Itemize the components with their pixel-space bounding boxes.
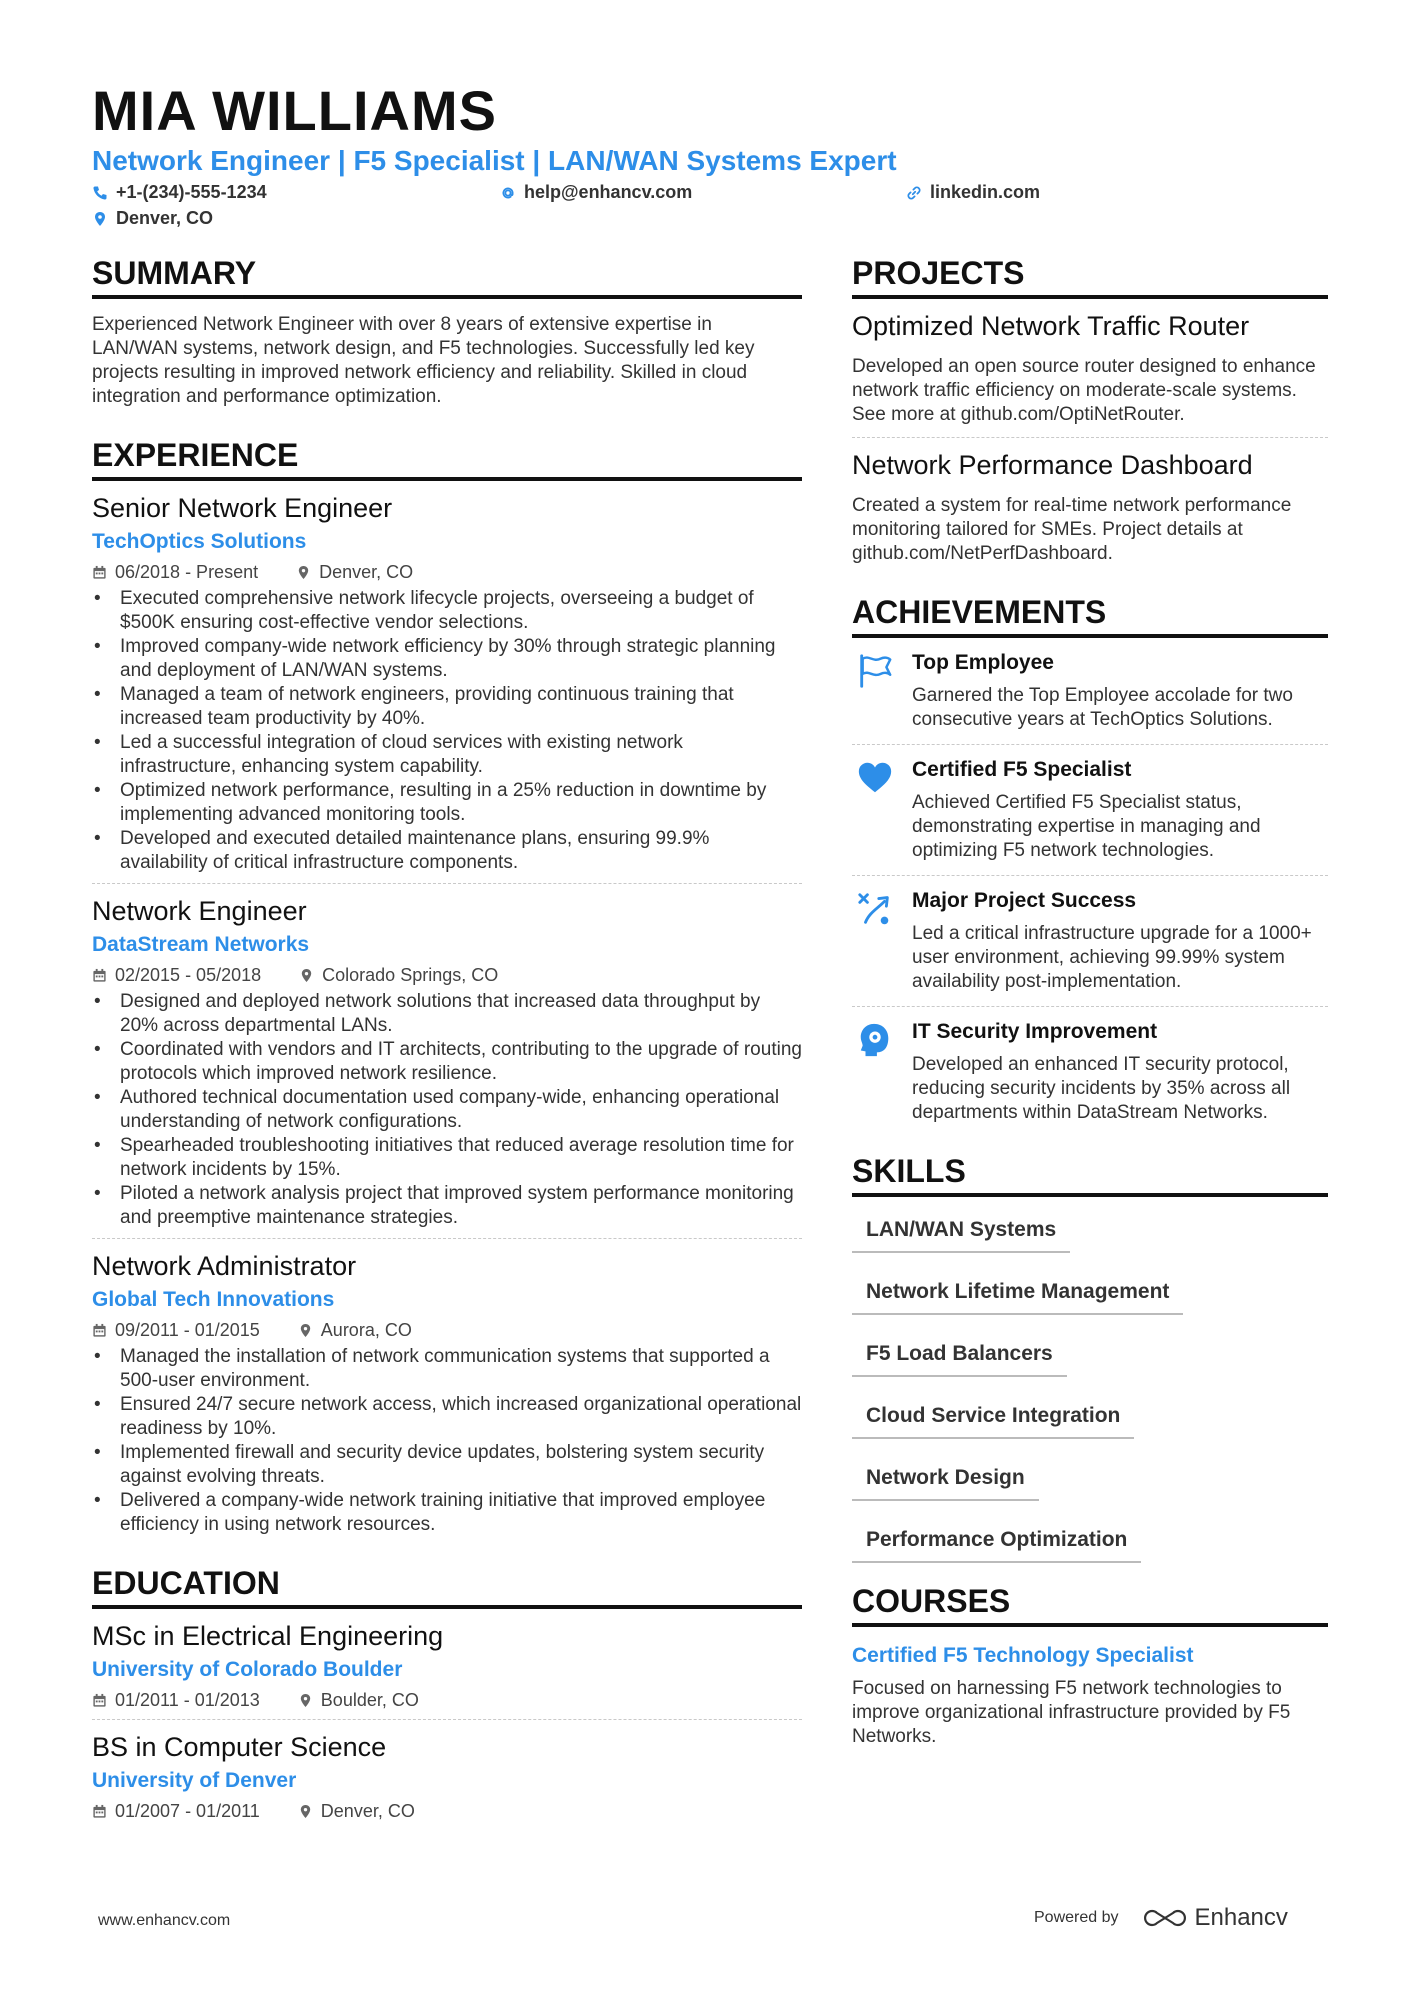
calendar-icon — [92, 565, 107, 580]
link-icon — [906, 185, 922, 201]
achievement-description: Developed an enhanced IT security protocol, reducing security incidents by 35% across all departments within DataStream Networks. — [912, 1054, 1291, 1123]
job-bullets — [92, 990, 802, 1230]
course-description: Focused on harnessing F5 network technologies to improve organizational infrastructure provided by F5 Networks. — [852, 1678, 1291, 1747]
job-location: Denver, CO — [319, 562, 414, 582]
courses-section — [852, 1583, 1328, 1749]
course-title: Certified F5 Technology Specialist — [852, 1644, 1194, 1667]
location-pin-icon — [296, 565, 311, 580]
skills-heading: SKILLS — [852, 1153, 1328, 1197]
calendar-icon — [92, 1804, 107, 1819]
project-title: Optimized Network Traffic Router — [852, 311, 1250, 341]
education-meta — [92, 1689, 802, 1711]
achievement-description: Led a critical infrastructure upgrade for a 1000+ user environment, achieving 99.99% system availability post-implementation. — [912, 923, 1312, 992]
email-text[interactable]: help@enhancv.com — [524, 182, 693, 202]
experience-section — [92, 437, 802, 1537]
projects-heading: PROJECTS — [852, 255, 1328, 299]
contact-location — [92, 208, 213, 229]
calendar-icon — [92, 1693, 107, 1708]
heart-icon — [856, 759, 894, 797]
achievement-description: Garnered the Top Employee accolade for two consecutive years at TechOptics Solutions. — [912, 685, 1293, 730]
skill-tag: LAN/WAN Systems — [852, 1211, 1070, 1253]
phone-text[interactable]: +1-(234)-555-1234 — [116, 182, 267, 202]
experience-heading: EXPERIENCE — [92, 437, 802, 481]
job-bullet: • Delivered a company-wide network training initiative that improved employee efficiency in using network resources. — [92, 1489, 802, 1537]
job-bullet: • Piloted a network analysis project that improved system performance monitoring and preemptive maintenance strategies. — [92, 1182, 802, 1230]
school-name: University of Denver — [92, 1769, 297, 1792]
summary-heading: SUMMARY — [92, 255, 802, 299]
job-location: Colorado Springs, CO — [322, 965, 499, 985]
head-gear-icon — [856, 1021, 894, 1059]
location-pin-icon — [92, 211, 108, 227]
job-bullets — [92, 587, 802, 875]
project-title: Network Performance Dashboard — [852, 450, 1253, 480]
location-pin-icon — [299, 968, 314, 983]
school-name: University of Colorado Boulder — [92, 1658, 403, 1681]
job-bullet: • Optimized network performance, resulting in a 25% reduction in downtime by implementing advanced monitoring tools. — [92, 779, 802, 827]
job-bullet: • Authored technical documentation used company-wide, enhancing operational understanding of network configurations. — [92, 1086, 802, 1134]
candidate-name: MIA WILLIAMS — [92, 79, 497, 142]
linkedin-text[interactable]: linkedin.com — [930, 182, 1041, 202]
footer-branding — [1034, 1904, 1288, 1932]
brand-logo[interactable] — [1143, 1904, 1288, 1932]
skill-tag: F5 Load Balancers — [852, 1335, 1067, 1377]
job-dates: 02/2015 - 05/2018 — [115, 965, 262, 985]
contact-linkedin — [906, 182, 1040, 203]
enhancv-logo-icon — [1143, 1907, 1187, 1929]
company-name: Global Tech Innovations — [92, 1288, 335, 1311]
job-bullet: • Improved company-wide network efficiency by 30% through strategic planning and deployment of LAN/WAN systems. — [92, 635, 802, 683]
education-entry — [92, 1719, 802, 1822]
degree-title: MSc in Electrical Engineering — [92, 1621, 444, 1651]
candidate-headline: Network Engineer | F5 Specialist | LAN/WAN Systems Expert — [92, 145, 897, 176]
at-sign-icon — [500, 185, 516, 201]
company-name: TechOptics Solutions — [92, 530, 307, 553]
achievement-entry — [852, 1006, 1328, 1137]
skills-section — [852, 1153, 1328, 1563]
summary-section — [92, 255, 802, 409]
courses-heading: COURSES — [852, 1583, 1328, 1627]
contact-email — [500, 182, 692, 203]
job-location: Aurora, CO — [320, 1320, 412, 1340]
education-location: Boulder, CO — [320, 1690, 419, 1710]
calendar-icon — [92, 968, 107, 983]
job-bullets — [92, 1345, 802, 1537]
skill-tag: Performance Optimization — [852, 1521, 1141, 1563]
education-meta — [92, 1800, 802, 1822]
education-heading: EDUCATION — [92, 1565, 802, 1609]
job-entry — [92, 1238, 802, 1537]
job-meta — [92, 964, 802, 986]
job-bullet: • Led a successful integration of cloud services with existing network infrastructure, enhancing system capability. — [92, 731, 802, 779]
job-title: Network Engineer — [92, 896, 307, 926]
location-pin-icon — [298, 1693, 313, 1708]
project-description: Created a system for real-time network performance monitoring tailored for SMEs. Project details at github.com/NetPerfDashboard. — [852, 495, 1292, 564]
job-bullet: • Developed and executed detailed maintenance plans, ensuring 99.9% availability of critical infrastructure components. — [92, 827, 802, 875]
job-bullet: • Spearheaded troubleshooting initiatives that reduced average resolution time for network incidents by 15%. — [92, 1134, 802, 1182]
powered-by-label: Powered by — [1034, 1909, 1119, 1926]
project-entry — [852, 437, 1328, 566]
achievement-description: Achieved Certified F5 Specialist status, demonstrating expertise in managing and optimizing F5 network technologies. — [912, 792, 1261, 861]
degree-title: BS in Computer Science — [92, 1732, 387, 1762]
achievement-title: Major Project Success — [912, 889, 1137, 912]
job-entry — [92, 481, 802, 875]
education-dates: 01/2011 - 01/2013 — [115, 1690, 260, 1710]
job-bullet: • Designed and deployed network solutions that increased data throughput by 20% across departmental LANs. — [92, 990, 802, 1038]
location-pin-icon — [298, 1323, 313, 1338]
achievement-title: IT Security Improvement — [912, 1020, 1158, 1043]
education-dates: 01/2007 - 01/2011 — [115, 1801, 260, 1821]
job-bullet: • Executed comprehensive network lifecycle projects, overseeing a budget of $500K ensuring cost-effective vendor selections. — [92, 587, 802, 635]
job-entry — [92, 883, 802, 1230]
left-column — [92, 255, 802, 1822]
company-name: DataStream Networks — [92, 933, 310, 956]
summary-text: Experienced Network Engineer with over 8 years of extensive expertise in LAN/WAN systems, network design, and F5 technologies. Successfully led key projects resulting in improved network efficiency and reliability. Skilled in cloud integration and performance optimization. — [92, 314, 755, 407]
footer-website[interactable]: www.enhancv.com — [98, 1912, 231, 1929]
skill-tag: Network Lifetime Management — [852, 1273, 1183, 1315]
flag-icon — [856, 652, 894, 690]
project-entry — [852, 299, 1328, 427]
right-column — [852, 255, 1328, 1749]
skill-tag: Cloud Service Integration — [852, 1397, 1134, 1439]
job-meta — [92, 561, 802, 583]
location-pin-icon — [298, 1804, 313, 1819]
job-title: Senior Network Engineer — [92, 493, 393, 523]
job-meta — [92, 1319, 802, 1341]
brand-name: Enhancv — [1194, 1904, 1288, 1931]
achievement-title: Certified F5 Specialist — [912, 758, 1132, 781]
contact-phone — [92, 182, 267, 203]
calendar-icon — [92, 1323, 107, 1338]
strategy-icon — [856, 890, 894, 928]
education-entry — [92, 1609, 802, 1711]
job-bullet: • Coordinated with vendors and IT architects, contributing to the upgrade of routing protocols which improved network resilience. — [92, 1038, 802, 1086]
projects-section — [852, 255, 1328, 566]
location-text: Denver, CO — [116, 208, 214, 228]
achievement-entry — [852, 638, 1328, 744]
achievement-entry — [852, 875, 1328, 1006]
phone-icon — [92, 185, 108, 201]
job-dates: 09/2011 - 01/2015 — [115, 1320, 260, 1340]
job-bullet: • Managed a team of network engineers, providing continuous training that increased team productivity by 40%. — [92, 683, 802, 731]
skills-list — [852, 1211, 1328, 1563]
skill-tag: Network Design — [852, 1459, 1039, 1501]
job-bullet: • Implemented firewall and security device updates, bolstering system security against evolving threats. — [92, 1441, 802, 1489]
achievement-title: Top Employee — [912, 651, 1054, 674]
job-title: Network Administrator — [92, 1251, 357, 1281]
project-description: Developed an open source router designed to enhance network traffic efficiency on moderate-scale systems. See more at github.com/OptiNetRouter. — [852, 356, 1316, 425]
job-dates: 06/2018 - Present — [115, 562, 259, 582]
achievement-entry — [852, 744, 1328, 875]
job-bullet: • Managed the installation of network communication systems that supported a 500-user environment. — [92, 1345, 802, 1393]
job-bullet: • Ensured 24/7 secure network access, which increased organizational operational readiness by 10%. — [92, 1393, 802, 1441]
education-section — [92, 1565, 802, 1822]
achievements-heading: ACHIEVEMENTS — [852, 594, 1328, 638]
achievements-section — [852, 594, 1328, 1137]
education-location: Denver, CO — [320, 1801, 415, 1821]
